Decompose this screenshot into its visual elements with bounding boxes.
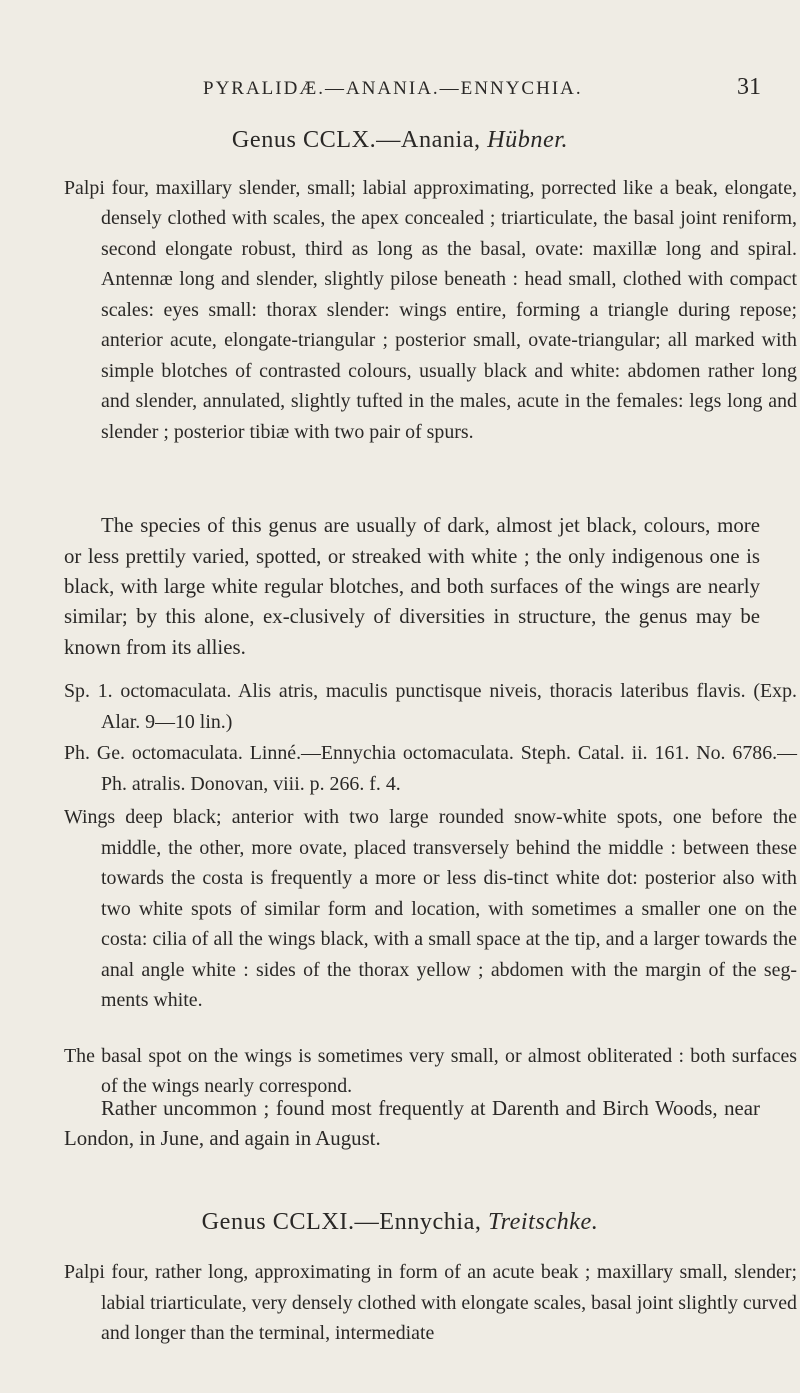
running-head — [0, 74, 800, 108]
genus-note: The species of this genus are usually of dark, almost jet black, colours, more or less prettily varied, spotted, or streaked with white ; the only indigenous one is black, with large white regular blotches, and both surfaces of the wings are nearly similar; by this alone, ex-clusively of diversities in structure, the genus may be known from its allies. — [64, 513, 760, 659]
genus-description: Palpi four, maxillary slender, small; labial approximating, porrected like a beak, elongate, densely clothed with scales, the apex concealed ; triarticulate, the basal joint reniform, second elongate robust, third as long as the basal, ovate: maxillæ long and spiral. Antennæ long and slender, slightly pilose beneath : head small, clothed with compact scales: eyes small: thorax slender: wings entire, forming a triangle during repose; anterior acute, elongate-triangular ; posterior small, ovate-triangular; all marked with simple blotches of contrasted colours, usually black and white: abdomen rather long and slender, annulated, slightly tufted in the males, acute in the females: legs long and slender ; posterior tibiæ with two pair of spurs. — [64, 176, 797, 443]
species-description: Wings deep black; anterior with two large rounded snow-white spots, one before the middle, the other, more ovate, placed transversely behind the middle : between these towards the costa is frequently a more or less dis-tinct white dot: posterior also with two white spots of similar form and location, with sometimes a smaller one on the costa: cilia of all the wings black, with a small space at the tip, and a larger towards the anal angle white : sides of the thorax yellow ; abdomen with the margin of the seg-ments white. — [64, 806, 797, 1012]
species-heading: Sp. 1. octomaculata. Alis atris, maculis punctisque niveis, thoracis lateribus flavis. (Exp. Alar. 9—10 lin.) — [64, 680, 797, 733]
genus-author-2: Treitschke. — [487, 1208, 599, 1236]
species-habitat: Rather uncommon ; found most frequently at Darenth and Birch Woods, near London, in June, and again in August. — [64, 1095, 760, 1150]
page-number: 31 — [737, 74, 761, 100]
genus-heading-text-2: Genus CCLXI.—Ennychia, — [201, 1208, 482, 1236]
genus-author: Hübner. — [487, 125, 569, 153]
genus-heading-anania — [0, 126, 800, 154]
genus-description-2: Palpi four, rather long, approximating in form of an acute beak ; maxillary small, slender; labial triarticulate, very densely clothed with elongate scales, basal joint slightly curved and longer than the terminal, intermediate — [64, 1261, 797, 1344]
species-variation: The basal spot on the wings is sometimes very small, or almost obliterated : both surfaces of the wings nearly correspond. — [64, 1044, 797, 1098]
genus-heading-text: Genus CCLX.—Anania, — [231, 125, 481, 153]
species-synonymy: Ph. Ge. octomaculata. Linné.—Ennychia octomaculata. Steph. Catal. ii. 161. No. 6786.—Ph. atralis. Donovan, viii. p. 266. f. 4. — [64, 742, 797, 795]
running-head-title: PYRALIDÆ.—ANANIA.—ENNYCHIA. — [203, 78, 583, 99]
genus-heading-ennychia — [0, 1208, 800, 1236]
